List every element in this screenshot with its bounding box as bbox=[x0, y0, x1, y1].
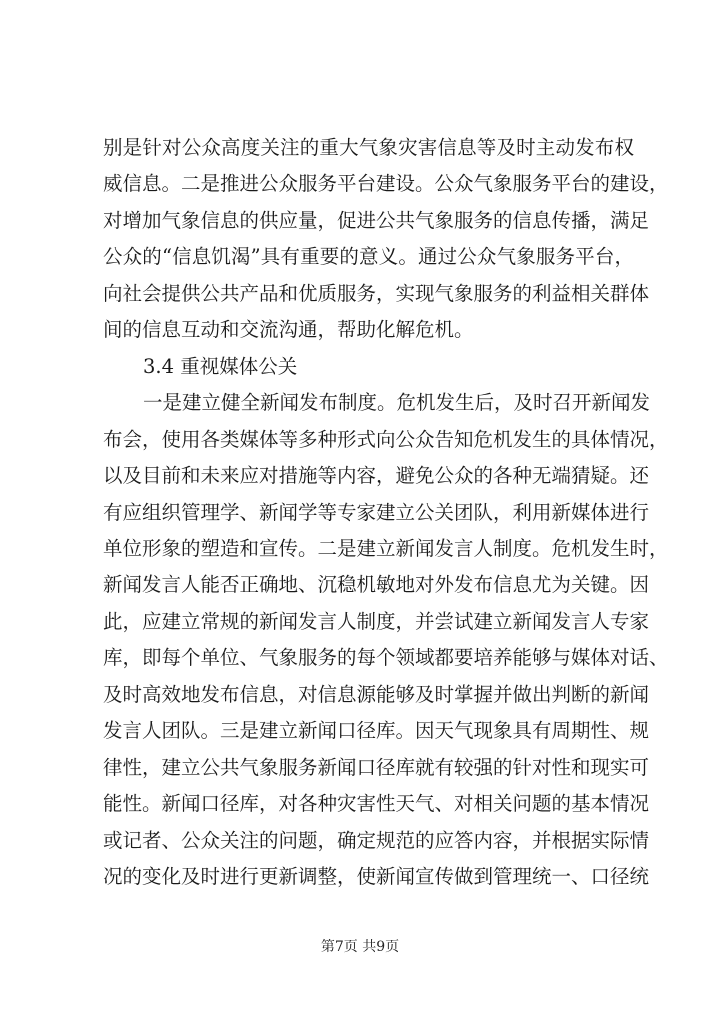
text-line: 单位形象的塑造和宣传。二是建立新闻发言人制度。危机发生时， bbox=[103, 536, 669, 560]
text-line: 发言人团队。三是建立新闻口径库。因天气现象具有周期性、规 bbox=[103, 719, 650, 743]
text-line: 间的信息互动和交流沟通，帮助化解危机。 bbox=[103, 318, 474, 342]
text-line: 能性。新闻口径库，对各种灾害性天气、对相关问题的基本情况 bbox=[103, 792, 650, 816]
text-line: 此，应建立常规的新闻发言人制度，并尝试建立新闻发言人专家 bbox=[103, 609, 650, 633]
text-line: 及时高效地发布信息，对信息源能够及时掌握并做出判断的新闻 bbox=[103, 682, 650, 706]
text-line: 向社会提供公共产品和优质服务，实现气象服务的利益相关群体 bbox=[103, 281, 650, 305]
text-line: 或记者、公众关注的问题，确定规范的应答内容，并根据实际情 bbox=[103, 828, 650, 852]
text-line: 律性，建立公共气象服务新闻口径库就有较强的针对性和现实可 bbox=[103, 755, 650, 779]
text-line: 对增加气象信息的供应量，促进公共气象服务的信息传播，满足 bbox=[103, 208, 650, 232]
text-line: 一是建立健全新闻发布制度。危机发生后，及时召开新闻发 bbox=[143, 391, 651, 415]
section-heading: 3.4 重视媒体公关 bbox=[143, 354, 298, 378]
page-number-footer: 第7页 共9页 bbox=[320, 939, 400, 955]
text-line: 布会，使用各类媒体等多种形式向公众告知危机发生的具体情况， bbox=[103, 427, 669, 451]
text-line: 况的变化及时进行更新调整，使新闻宣传做到管理统一、口径统 bbox=[103, 865, 650, 888]
text-line: 有应组织管理学、新闻学等专家建立公关团队，利用新媒体进行 bbox=[103, 500, 650, 524]
text-line: 新闻发言人能否正确地、沉稳机敏地对外发布信息尤为关键。因 bbox=[103, 573, 650, 597]
text-line: 公众的“信息饥渴”具有重要的意义。通过公众气象服务平台， bbox=[103, 245, 634, 269]
text-line: 以及目前和未来应对措施等内容，避免公众的各种无端猜疑。还 bbox=[103, 464, 650, 488]
text-line: 威信息。二是推进公众服务平台建设。公众气象服务平台的建设， bbox=[103, 172, 669, 196]
text-line: 别是针对公众高度关注的重大气象灾害信息等及时主动发布权 bbox=[103, 136, 634, 159]
text-line: 库，即每个单位、气象服务的每个领域都要培养能够与媒体对话、 bbox=[103, 646, 669, 670]
